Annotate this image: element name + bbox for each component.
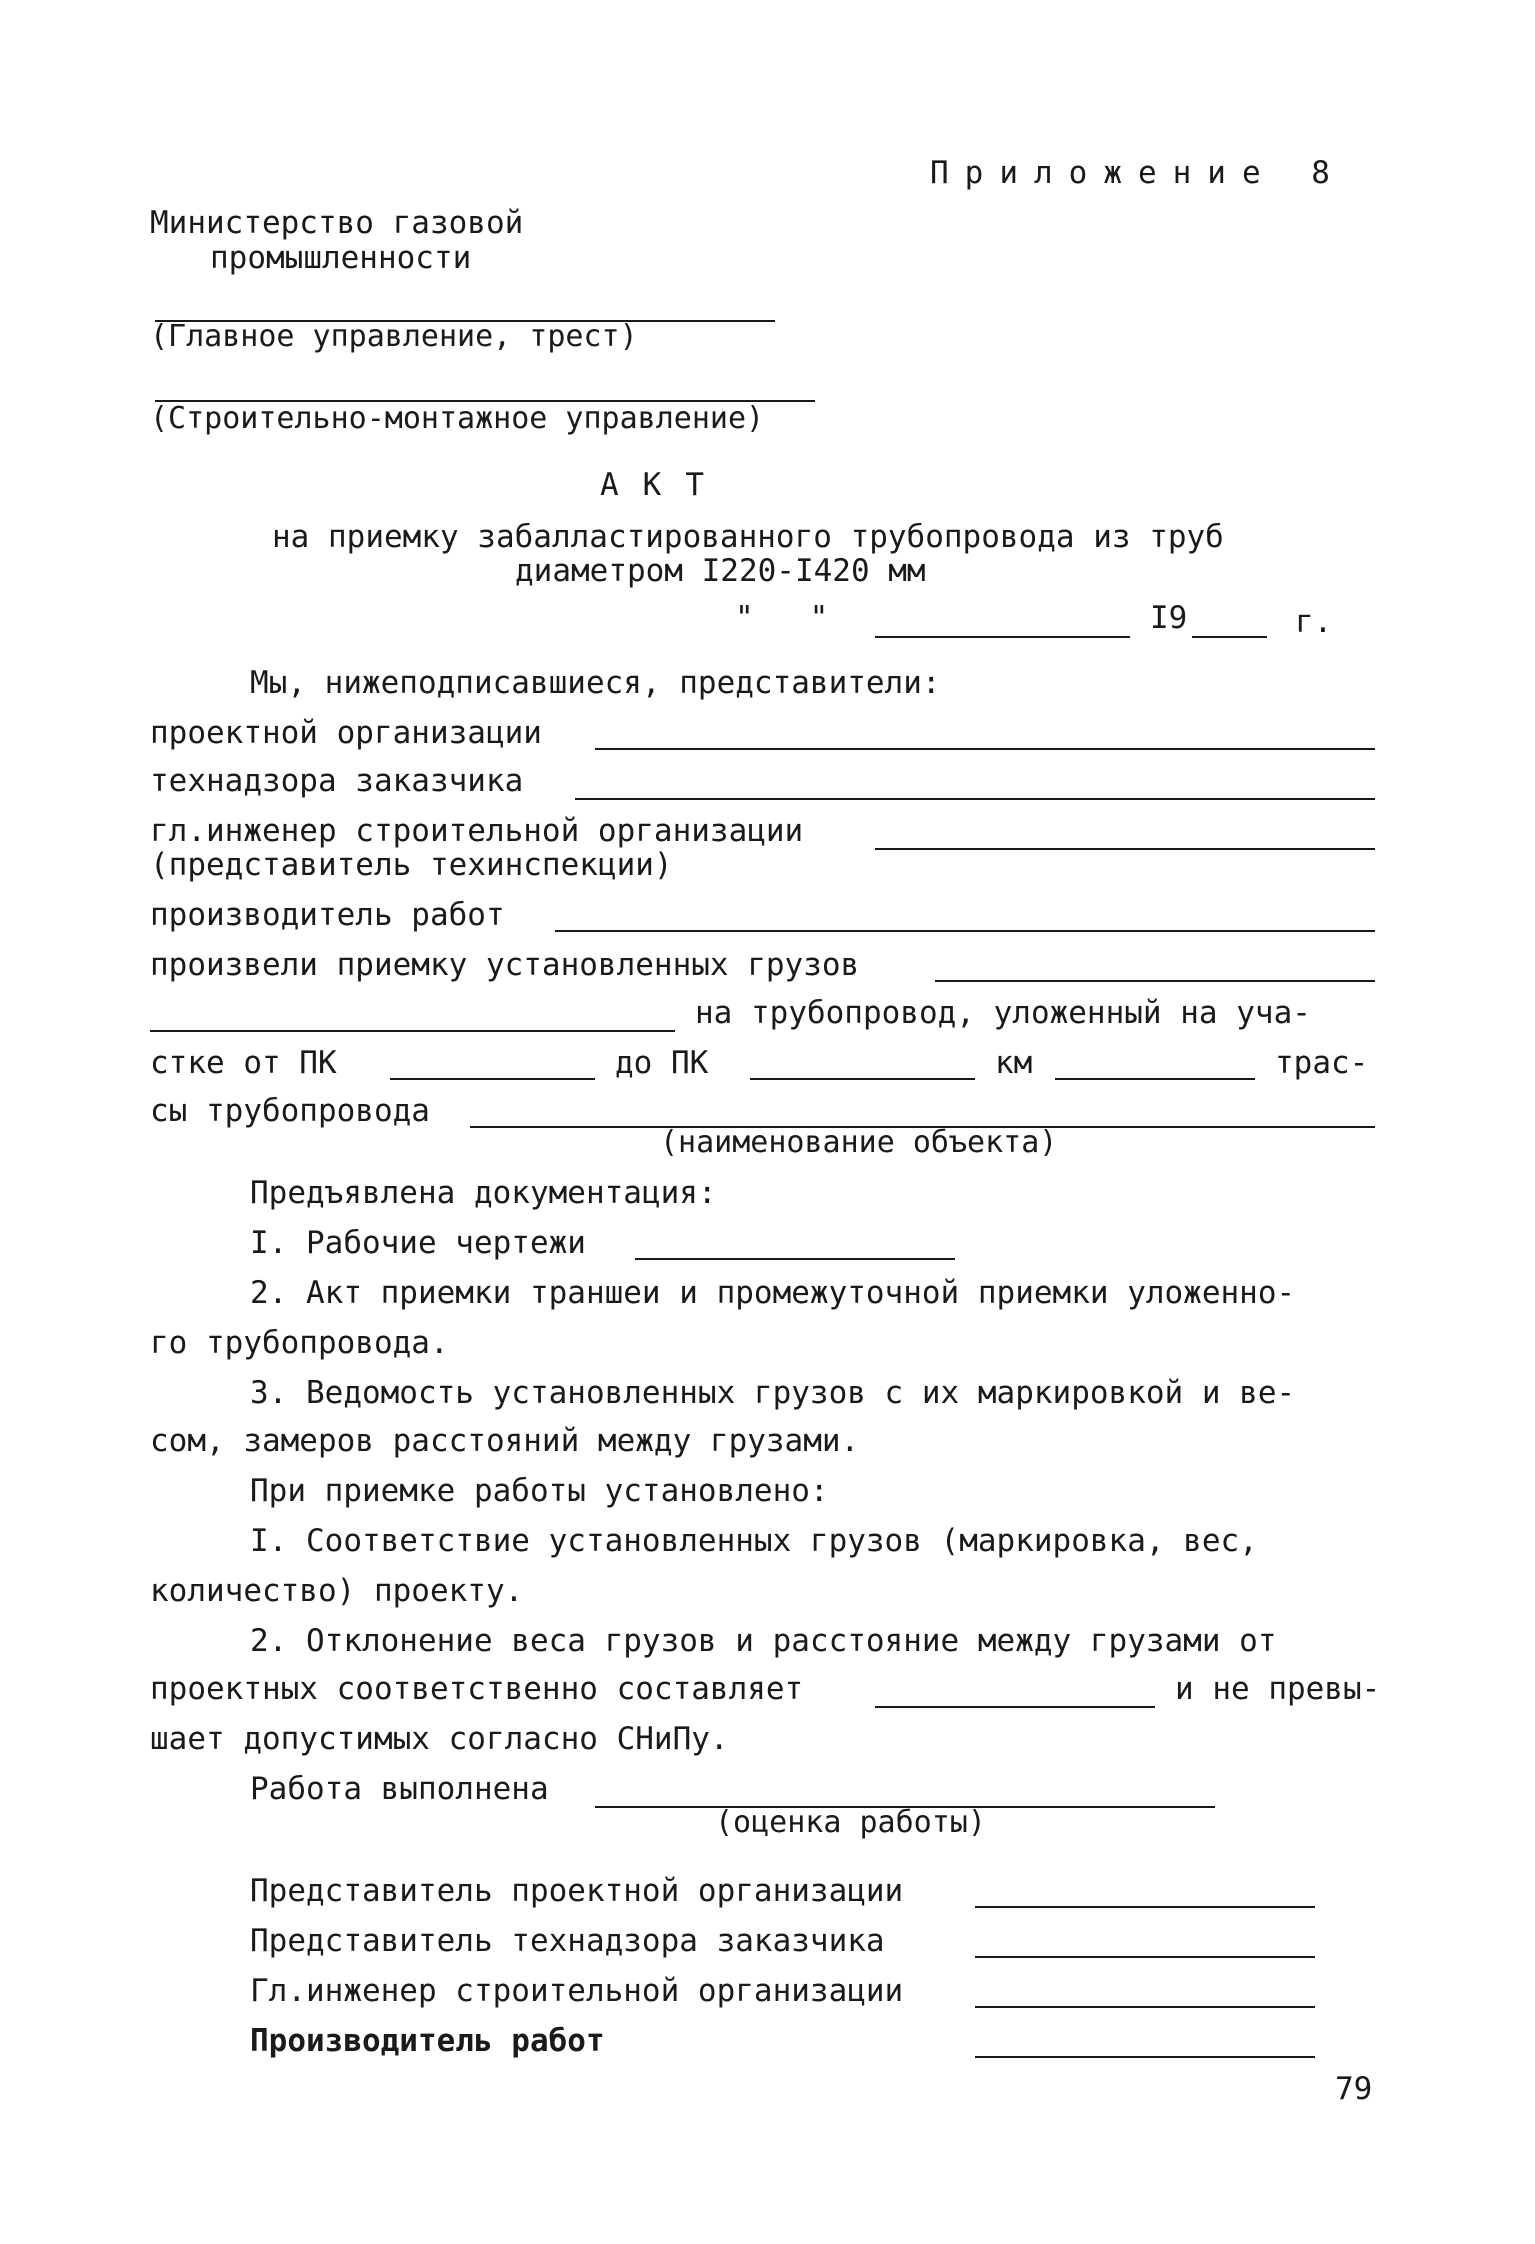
route-text: трас- <box>1275 1045 1369 1081</box>
km-label: км <box>995 1045 1033 1081</box>
sign-works-manager-line <box>975 2056 1315 2058</box>
works-manager-line <box>555 930 1375 932</box>
date-quotes: " " <box>735 600 829 636</box>
accepted-loads-label: произвели приемку установленных грузов <box>150 947 860 983</box>
date-day-month-line <box>875 636 1130 638</box>
tech-supervision-label: технадзора заказчика <box>150 763 524 799</box>
finding-2-line-2b: и не превы- <box>1175 1671 1381 1707</box>
accepted-loads-line-2 <box>150 1030 675 1032</box>
doc-subtitle-line-2: диаметром I220-I420 мм <box>515 553 926 589</box>
chief-engineer-label: гл.инженер строительной организации <box>150 813 804 849</box>
sign-works-manager-label: Производитель работ <box>250 2023 605 2059</box>
doc-item-1: I. Рабочие чертежи <box>250 1225 586 1261</box>
design-org-line <box>595 748 1375 750</box>
works-manager-label: производитель работ <box>150 897 505 933</box>
sign-design-org-label: Представитель проектной организации <box>250 1873 904 1909</box>
deviation-line <box>875 1706 1155 1708</box>
doc-subtitle-line-1: на приемку забалластированного трубопровода из труб <box>272 519 1224 555</box>
intro-text: Мы, нижеподписавшиеся, представители: <box>250 665 941 701</box>
sign-tech-supervision-line <box>975 1956 1315 1958</box>
findings-heading: При приемке работы установлено: <box>250 1473 829 1509</box>
finding-2-line-2a: проектных соответственно составляет <box>150 1671 804 1707</box>
finding-1-line-2: количество) проекту. <box>150 1573 524 1609</box>
date-suffix: г. <box>1295 604 1333 640</box>
doc-title: АКТ <box>600 467 728 503</box>
chief-engineer-note: (представитель техинспекции) <box>150 847 673 883</box>
doc-item-1-line <box>635 1258 955 1260</box>
doc-item-3-line-1: 3. Ведомость установленных грузов с их маркировкой и ве- <box>250 1375 1296 1411</box>
chief-engineer-line <box>875 848 1375 850</box>
finding-2-line-1: 2. Отклонение веса грузов и расстояние между грузами от <box>250 1623 1277 1659</box>
date-year: I9 <box>1150 600 1188 636</box>
construction-directorate-caption: (Строительно-монтажное управление) <box>150 401 765 436</box>
section-from-line <box>390 1078 595 1080</box>
docs-presented-heading: Предъявлена документация: <box>250 1175 717 1211</box>
km-line <box>1055 1078 1255 1080</box>
ministry-line-1: Министерство газовой <box>150 205 524 241</box>
main-directorate-caption: (Главное управление, трест) <box>150 319 638 354</box>
page-number: 79 <box>1335 2071 1373 2107</box>
sign-design-org-line <box>975 1906 1315 1908</box>
finding-2-line-3: шает допустимых согласно СНиПу. <box>150 1721 729 1757</box>
object-name-caption: (наименование объекта) <box>660 1125 1058 1160</box>
finding-1-line-1: I. Соответствие установленных грузов (маркировка, вес, <box>250 1523 1258 1559</box>
doc-item-3-line-2: сом, замеров расстояний между грузами. <box>150 1423 860 1459</box>
sign-tech-supervision-label: Представитель технадзора заказчика <box>250 1923 885 1959</box>
ministry-line-2: промышленности <box>210 240 472 276</box>
date-year-line <box>1192 636 1267 638</box>
work-assessment-caption: (оценка работы) <box>715 1805 986 1840</box>
doc-item-2-line-2: го трубопровода. <box>150 1325 449 1361</box>
to-pk-label: до ПК <box>615 1045 709 1081</box>
tech-supervision-line <box>575 798 1375 800</box>
section-from-label: стке от ПК <box>150 1045 337 1081</box>
on-pipeline-text: на трубопровод, уложенный на уча- <box>695 995 1311 1031</box>
sign-chief-engineer-line <box>975 2006 1315 2008</box>
sign-chief-engineer-label: Гл.инженер строительной организации <box>250 1973 904 2009</box>
work-done-label: Работа выполнена <box>250 1771 549 1807</box>
pipeline-route-label: сы трубопровода <box>150 1093 430 1129</box>
accepted-loads-line <box>935 980 1375 982</box>
design-org-label: проектной организации <box>150 715 542 751</box>
doc-item-2-line-1: 2. Акт приемки траншеи и промежуточной приемки уложенно- <box>250 1275 1296 1311</box>
appendix-label: Приложение 8 <box>930 155 1346 191</box>
to-pk-line <box>750 1078 975 1080</box>
